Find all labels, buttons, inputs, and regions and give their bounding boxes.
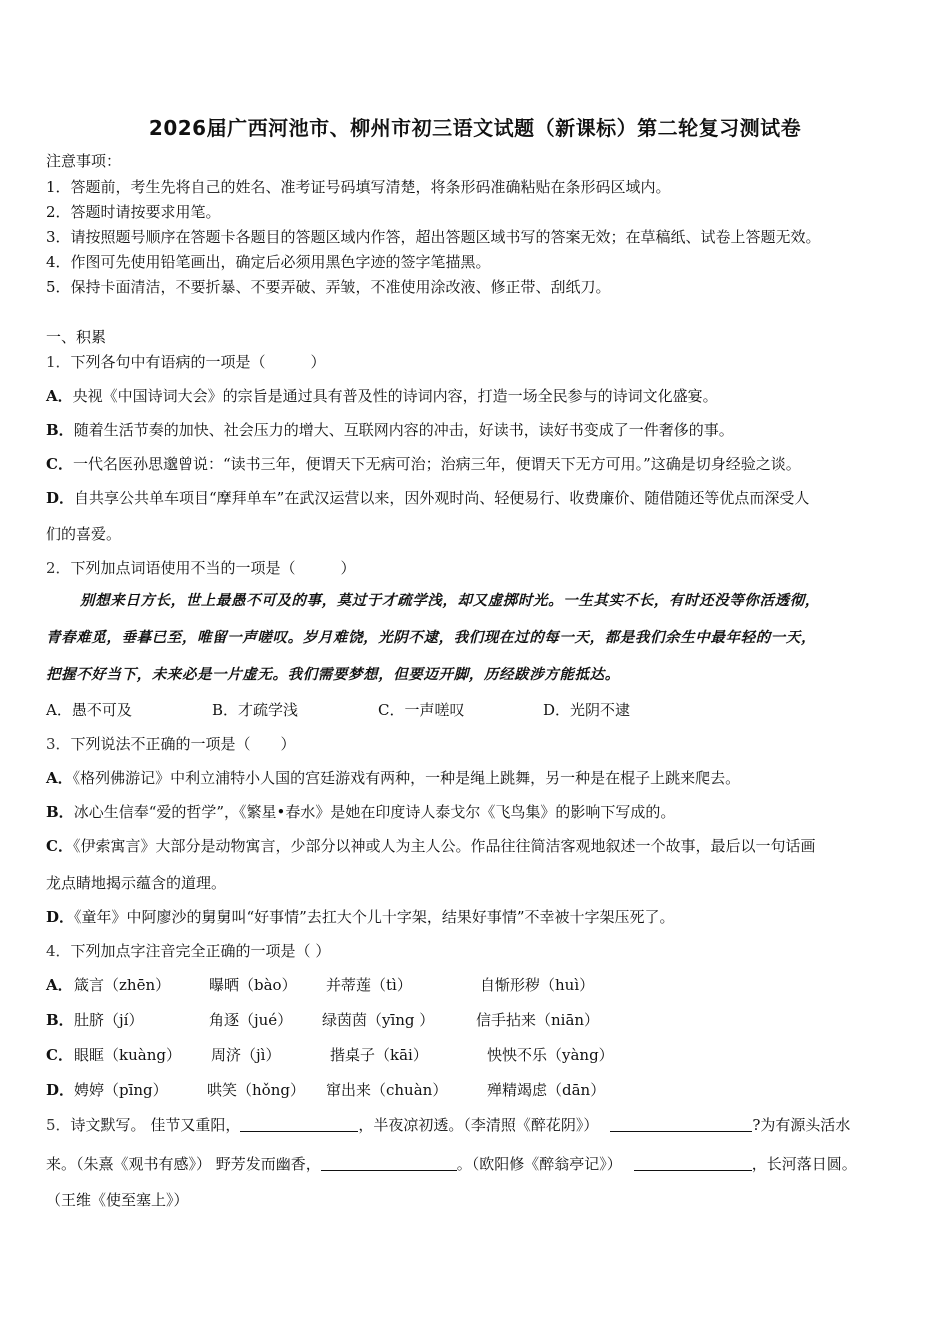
q5-blank-1[interactable] xyxy=(240,1116,358,1132)
q4-row-b-item-3: 绿茵茵（yīng ） xyxy=(322,1011,435,1029)
q2-passage-line-2: 青春难觅，垂暮已至，唯留一声嗟叹。岁月难饶，光阴不逮，我们现在过的每一天，都是我们余生中最年轻的一天， xyxy=(46,629,817,646)
q1-option-c-text: 一代名医孙思邈曾说：“读书三年，便谓天下无病可治；治病三年，便谓天下无方可用。”这确是切身经验之谈。 xyxy=(72,455,801,473)
q4-row-d-item-4: 殚精竭虑（dān） xyxy=(487,1081,606,1099)
q5-text-4: 来。（朱熹《观书有感》） 野芳发而幽香， xyxy=(46,1155,321,1173)
q5-text-5: 。（欧阳修《醉翁亭记》） xyxy=(456,1155,622,1173)
q2-passage-line-1: 别想来日方长，世上最愚不可及的事，莫过于才疏学浅，却又虚掷时光。一生其实不长，有时还没等你活透彻， xyxy=(80,592,820,609)
q5-text-1: 诗文默写。 佳节又重阳， xyxy=(70,1116,241,1134)
q4-row-b-item-2: 角逐（jué） xyxy=(209,1011,293,1029)
q3-option-c xyxy=(46,836,910,856)
q3-option-c-continued: 龙点睛地揭示蕴含的道理。 xyxy=(46,874,227,892)
question-5-line-3: （王维《使至塞上》） xyxy=(46,1191,189,1209)
q2-option-a: A．愚不可及 xyxy=(46,701,132,719)
q4-row-b-item-4: 信手拈来（niān） xyxy=(476,1011,600,1029)
q4-row-c-item-2: 周济（jì） xyxy=(211,1046,281,1064)
question-2-text: 下列加点词语使用不当的一项是（ ） xyxy=(70,559,356,577)
q5-text-2: ，半夜凉初透。（李清照《醉花阴》） xyxy=(358,1116,599,1134)
q1-option-c xyxy=(46,454,910,474)
q5-text-3: ?为有源头活水 xyxy=(752,1116,851,1134)
q1-option-a-text: 央视《中国诗词大会》的宗旨是通过具有普及性的诗词内容，打造一场全民参与的诗词文化盛宴。 xyxy=(72,387,718,405)
q5-text-6: ，长河落日圆。 xyxy=(751,1155,857,1173)
q1-option-d-label: D． xyxy=(46,489,75,507)
question-4-number: 4． xyxy=(46,942,71,960)
q4-row-c-item-3: 揩桌子（kāi） xyxy=(330,1046,428,1064)
q4-row-d-item-2: 哄笑（hǒng） xyxy=(207,1081,305,1099)
q5-blank-3[interactable] xyxy=(321,1155,457,1171)
q3-option-b xyxy=(46,802,910,822)
q1-option-b-label: B． xyxy=(46,421,74,439)
question-2-number: 2． xyxy=(46,559,71,577)
q4-row-d-item-1: 娉婷（pīng） xyxy=(74,1081,168,1099)
q2-option-d: D．光阴不逮 xyxy=(543,701,631,719)
question-3-number: 3． xyxy=(46,735,71,753)
q1-option-a-label: A． xyxy=(46,387,73,405)
q3-option-c-text: 《伊索寓言》大部分是动物寓言，少部分以神或人为主人公。作品往往简洁客观地叙述一个故事，最后以一句话画 xyxy=(72,837,816,855)
question-1-text: 下列各句中有语病的一项是（ ） xyxy=(70,353,326,371)
q1-option-d xyxy=(46,488,910,508)
question-5-line-2 xyxy=(46,1154,857,1174)
question-3-stem xyxy=(46,734,910,754)
question-5-line-1 xyxy=(46,1115,850,1135)
question-4-text: 下列加点字注音完全正确的一项是（ ） xyxy=(70,942,331,960)
question-1-number: 1． xyxy=(46,353,71,371)
q3-option-b-label: B． xyxy=(46,803,74,821)
q4-row-a-item-2: 曝晒（bào） xyxy=(209,976,297,994)
notice-item-1: 1．答题前，考生先将自己的姓名、准考证号码填写清楚，将条形码准确粘贴在条形码区域内。 xyxy=(46,178,671,196)
q2-option-c: C．一声嗟叹 xyxy=(378,701,465,719)
q4-row-a-item-3: 并蒂莲（tì） xyxy=(326,976,412,994)
q3-option-a xyxy=(46,768,910,788)
q4-row-a-item-1: 箴言（zhēn） xyxy=(74,976,171,994)
section-heading: 一、积累 xyxy=(46,328,107,346)
q1-option-c-label: C． xyxy=(46,455,73,473)
q4-row-b-item-1: 肚脐（jí） xyxy=(74,1011,144,1029)
question-1-stem xyxy=(46,352,910,372)
q5-blank-4[interactable] xyxy=(634,1155,752,1171)
q4-row-d-label: D． xyxy=(46,1081,75,1099)
question-4-stem xyxy=(46,941,910,961)
q4-row-c-item-1: 眼眶（kuàng） xyxy=(74,1046,181,1064)
question-5-number: 5． xyxy=(46,1116,71,1134)
q1-option-b xyxy=(46,420,910,440)
q3-option-b-text: 冰心生信奉“爱的哲学”，《繁星•春水》是她在印度诗人泰戈尔《飞鸟集》的影响下写成的。 xyxy=(73,803,676,821)
q4-row-c-label: C． xyxy=(46,1046,73,1064)
q5-blank-2[interactable] xyxy=(610,1116,752,1132)
q4-row-b-label: B． xyxy=(46,1011,74,1029)
q1-option-d-text: 自共享公共单车项目“摩拜单车”在武汉运营以来，因外观时尚、轻便易行、收费廉价、随借随还等优点而深受人 xyxy=(74,489,810,507)
notice-heading: 注意事项： xyxy=(46,152,122,170)
notice-item-5: 5．保持卡面清洁，不要折暴、不要弄破、弄皱，不准使用涂改液、修正带、刮纸刀。 xyxy=(46,278,611,296)
q2-passage-line-3: 把握不好当下，未来必是一片虚无。我们需要梦想，但要迈开脚，历经跋涉方能抵达。 xyxy=(46,666,620,683)
q4-row-c-item-4: 怏怏不乐（yàng） xyxy=(487,1046,614,1064)
q3-option-d xyxy=(46,907,910,927)
q3-option-d-label: D． xyxy=(46,908,75,926)
notice-item-2: 2．答题时请按要求用笔。 xyxy=(46,203,221,221)
q3-option-a-label: A． xyxy=(46,769,73,787)
notice-item-3: 3．请按照题号顺序在答题卡各题目的答题区域内作答，超出答题区域书写的答案无效；在草稿纸、试卷上答题无效。 xyxy=(46,228,821,246)
q1-option-b-text: 随着生活节奏的加快、社会压力的增大、互联网内容的冲击，好读书，读好书变成了一件奢侈的事。 xyxy=(73,421,734,439)
q3-option-d-text: 《童年》中阿廖沙的舅舅叫“好事情”去扛大个儿十字架，结果好事情”不幸被十字架压死了。 xyxy=(74,908,675,926)
q4-row-a-item-4: 自惭形秽（huì） xyxy=(480,976,595,994)
q4-row-d-item-3: 窜出来（chuàn） xyxy=(326,1081,448,1099)
q4-row-a-label: A． xyxy=(46,976,73,994)
q1-option-a xyxy=(46,386,910,406)
question-2-stem xyxy=(46,558,910,578)
question-3-text: 下列说法不正确的一项是（ ） xyxy=(70,735,296,753)
q3-option-a-text: 《格列佛游记》中利立浦特小人国的宫廷游戏有两种，一种是绳上跳舞，另一种是在棍子上跳来爬去。 xyxy=(72,769,741,787)
q3-option-c-label: C． xyxy=(46,837,73,855)
page-title: 2026届广西河池市、柳州市初三语文试题（新课标）第二轮复习测试卷 xyxy=(148,116,802,140)
q1-option-d-continued: 们的喜爱。 xyxy=(46,525,122,543)
q2-option-b: B．才疏学浅 xyxy=(212,701,299,719)
notice-item-4: 4．作图可先使用铅笔画出，确定后必须用黑色字迹的签字笔描黑。 xyxy=(46,253,491,271)
